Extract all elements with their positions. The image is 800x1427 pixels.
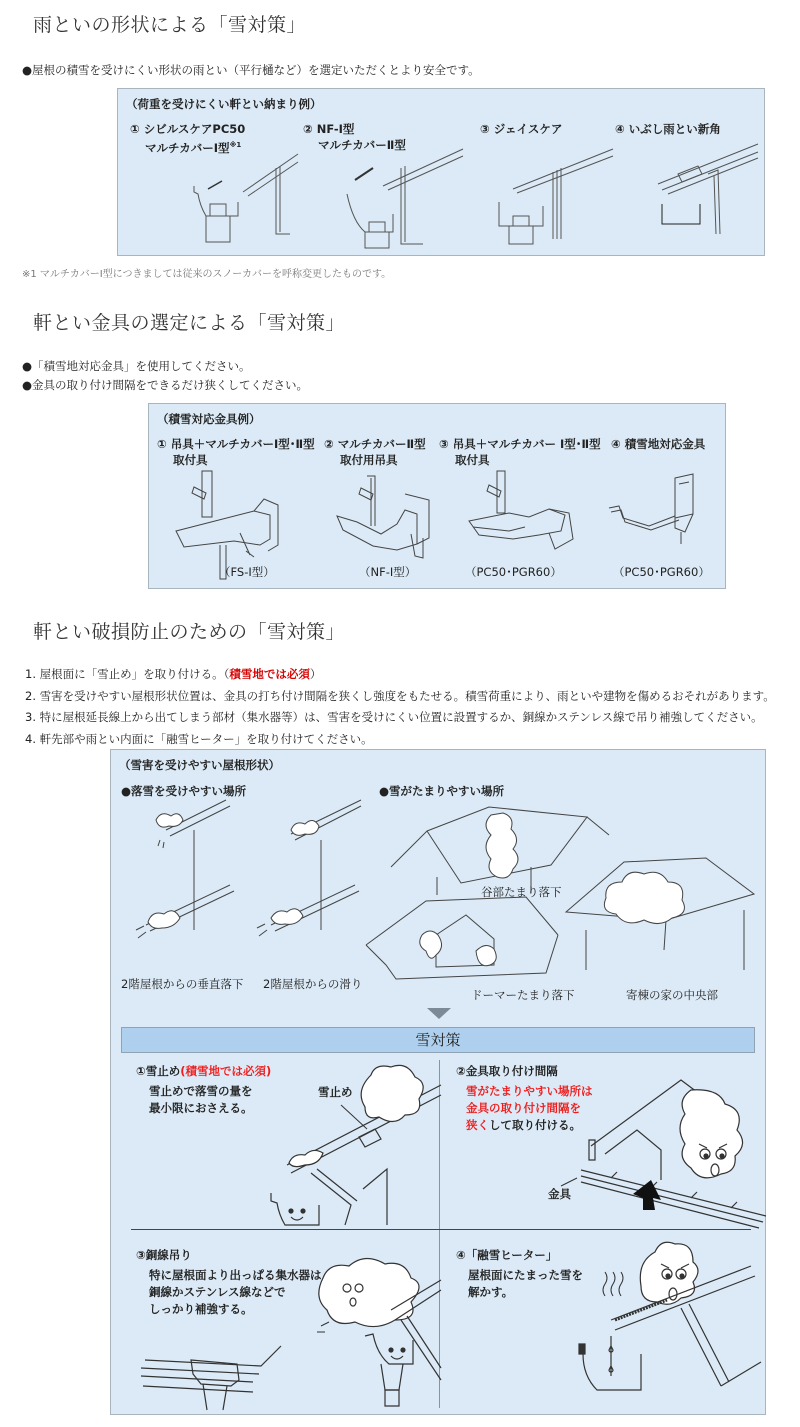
- dormer-roof-illustration: [366, 895, 566, 990]
- up-arrow-icon: [631, 1180, 663, 1210]
- gutter-examples-panel: [117, 88, 765, 256]
- gutter-example-3-label: ③ ジェイスケア: [480, 122, 563, 136]
- gutter-jsquare-illustration: [493, 144, 613, 244]
- gutter-example-2-label: ② NF-Ⅰ型 マルチカバーⅡ型: [303, 122, 406, 152]
- measure-4-text: 屋根面にたまった雪を 解かす。: [468, 1268, 583, 1299]
- measure-3-title: ③銅線吊り: [136, 1248, 192, 1262]
- bracket-example-2-caption: （NF-Ⅰ型）: [359, 565, 417, 579]
- section-heading-gutter-shape: 雨といの形状による「雪対策」: [33, 14, 307, 36]
- measure-2-title: ②金具取り付け間隔: [456, 1064, 558, 1078]
- slide-fall-illustration: [251, 810, 361, 950]
- prevention-item-2: 2. 雪害を受けやすい屋根形状位置は、金具の打ち付け間隔を狭くし強度をもたせる。積雪荷重により、雨といや建物を傷めるおそれがあります。: [25, 688, 775, 703]
- measure-1-title: ①雪止め(積雪地では必須): [136, 1064, 272, 1078]
- bracket-fs1-illustration: [174, 469, 284, 579]
- measure-1-text: 雪止めで落雪の量を 最小限におさえる。: [149, 1084, 253, 1115]
- bracket-callout: 金具: [548, 1187, 571, 1201]
- vertical-fall-illustration: [126, 810, 236, 950]
- group-falling-snow-label: ●落雪を受けやすい場所: [121, 784, 247, 798]
- bracket-example-2-label: ② マルチカバーⅡ型 取付用吊具: [324, 437, 426, 467]
- snow-stopper-illustration: [271, 1065, 441, 1230]
- bracket-example-4-label: ④ 積雪地対応金具: [611, 437, 706, 451]
- vertical-fall-caption: 2階屋根からの垂直落下: [121, 977, 244, 991]
- bracket-nf1-illustration: [337, 474, 437, 559]
- bracket-bullet-1: ●「積雪地対応金具」を使用してください。: [22, 359, 251, 373]
- gutter-example-4-label: ④ いぶし雨とい新角: [615, 122, 721, 136]
- panel-title: （積雪対応金具例）: [157, 412, 261, 426]
- measure-4-title: ④「融雪ヒーター」: [456, 1248, 558, 1262]
- hip-center-caption: 寄棟の家の中央部: [626, 988, 718, 1002]
- bracket-example-3-label: ③ 吊具＋マルチカバー Ⅰ型･Ⅱ型 取付具: [439, 437, 601, 467]
- snow-stopper-callout: 雪止め: [318, 1085, 353, 1099]
- arrow-down-icon: [427, 1008, 451, 1019]
- dormer-caption: ドーマーたまり落下: [471, 988, 575, 1002]
- hip-roof-illustration: [566, 850, 756, 970]
- bracket-example-3-caption: （PC50･PGR60）: [465, 565, 562, 579]
- section-heading-damage-prevention: 軒とい破損防止のための「雪対策」: [33, 621, 346, 643]
- snow-damage-panel: [110, 749, 766, 1415]
- prevention-list: [25, 664, 775, 750]
- bracket-snow-region-illustration: [609, 472, 719, 552]
- snow-measures-bar: 雪対策: [121, 1027, 755, 1053]
- slide-caption: 2階屋根からの滑り: [263, 977, 363, 991]
- bracket-example-1-label: ① 吊具＋マルチカバーⅠ型･Ⅱ型 取付具: [157, 437, 315, 467]
- measure-3-text: 特に屋根面より出っぱる集水器は 銅線かステンレス線などで しっかり補強する。: [149, 1268, 322, 1316]
- prevention-item-4: 4. 軒先部や雨とい内面に「融雪ヒーター」を取り付けてください。: [25, 731, 373, 746]
- gutter-example-1-label: ① シビルスケアPC50 マルチカバーⅠ型$^{※1}$: [130, 122, 246, 155]
- bracket-example-4-caption: （PC50･PGR60）: [613, 565, 710, 579]
- bracket-example-1-caption: （FS-Ⅰ型）: [219, 565, 275, 579]
- group-accumulation-label: ●雪がたまりやすい場所: [379, 784, 505, 798]
- footnote: ※1 マルチカバーⅠ型につきましては従来のスノーカバーを呼称変更したものです。: [22, 269, 392, 280]
- panel-title: （荷重を受けにくい軒とい納まり例）: [126, 97, 322, 111]
- valley-caption: 谷部たまり落下: [481, 885, 562, 899]
- prevention-item-1: 1. 屋根面に「雪止め」を取り付ける。（積雪地では必須）: [25, 667, 322, 681]
- prevention-item-3: 3. 特に屋根延長線上から出てしまう部材（集水器等）は、雪害を受けにくい位置に設置するか、銅線かステンレス線で吊り補強してください。: [25, 710, 763, 724]
- bracket-bullet-2: ●金具の取り付け間隔をできるだけ狭くしてください。: [22, 378, 309, 392]
- wire-hanging-illustration: [141, 1240, 441, 1410]
- gutter-ibushi-illustration: [658, 144, 758, 234]
- bracket-pc50-illustration: [469, 469, 579, 559]
- gutter-pc50-illustration: [188, 144, 298, 244]
- measure-2-text: 雪がたまりやすい場所は 金具の取り付け間隔を 狭くして取り付ける。: [466, 1084, 593, 1132]
- panel-title: （雪害を受けやすい屋根形状）: [119, 758, 280, 772]
- gutter-nf1-illustration: [343, 144, 463, 249]
- bracket-examples-panel: [148, 403, 726, 589]
- bracket-spacing-illustration: [581, 1070, 766, 1230]
- section-heading-bracket-selection: 軒とい金具の選定による「雪対策」: [33, 312, 346, 334]
- gutter-shape-bullet: ●屋根の積雪を受けにくい形状の雨とい（平行樋など）を選定いただくとより安全です。: [22, 63, 480, 77]
- snow-melt-heater-illustration: [571, 1236, 761, 1411]
